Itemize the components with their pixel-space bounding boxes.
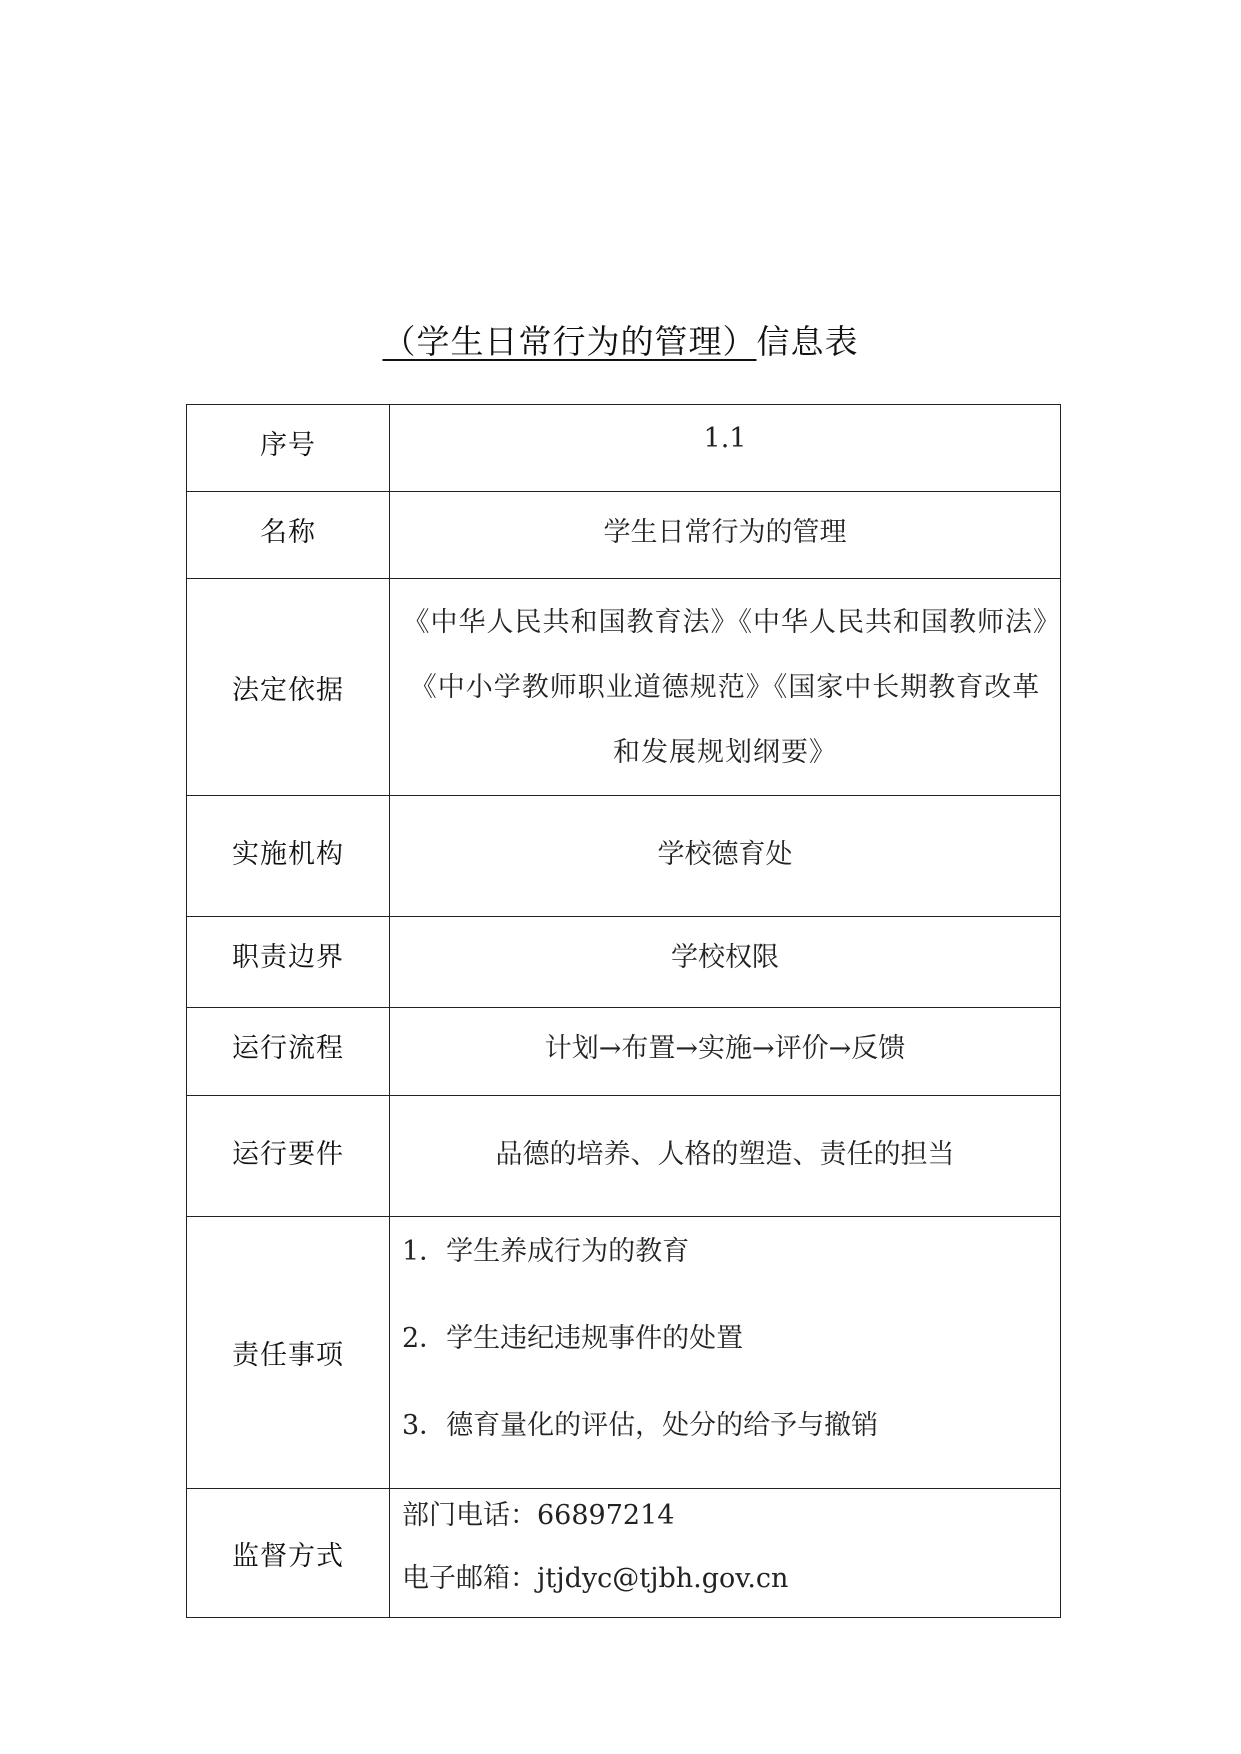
boundary-label: 职责边界 bbox=[187, 917, 390, 1008]
duty-item: 3．德育量化的评估，处分的给予与撤销 bbox=[402, 1410, 879, 1441]
serial-label: 序号 bbox=[187, 405, 390, 492]
boundary-value: 学校权限 bbox=[390, 917, 1061, 1008]
row-boundary bbox=[187, 917, 1061, 1008]
row-legal-basis bbox=[187, 579, 1061, 796]
email-address: jtjdyc@tjbh.gov.cn bbox=[537, 1563, 789, 1594]
legal-basis-label: 法定依据 bbox=[187, 579, 390, 796]
duties-label: 责任事项 bbox=[187, 1217, 390, 1489]
row-supervision bbox=[187, 1489, 1061, 1618]
phone-label: 部门电话： bbox=[402, 1500, 537, 1531]
row-duties bbox=[187, 1217, 1061, 1489]
agency-label: 实施机构 bbox=[187, 796, 390, 917]
row-elements bbox=[187, 1096, 1061, 1217]
supervision-contacts bbox=[390, 1489, 1061, 1618]
row-process bbox=[187, 1008, 1061, 1096]
email-line bbox=[402, 1554, 1060, 1617]
duty-item: 1．学生养成行为的教育 bbox=[402, 1236, 690, 1267]
supervision-label: 监督方式 bbox=[187, 1489, 390, 1618]
name-value: 学生日常行为的管理 bbox=[390, 492, 1061, 579]
duties-list bbox=[390, 1217, 1061, 1489]
duty-item: 2．学生违纪违规事件的处置 bbox=[402, 1323, 744, 1354]
info-table bbox=[186, 404, 1061, 1618]
row-serial bbox=[187, 405, 1061, 492]
document-title bbox=[0, 322, 1241, 362]
row-name bbox=[187, 492, 1061, 579]
agency-value: 学校德育处 bbox=[390, 796, 1061, 917]
elements-label: 运行要件 bbox=[187, 1096, 390, 1217]
phone-line bbox=[402, 1491, 1060, 1554]
row-agency bbox=[187, 796, 1061, 917]
process-label: 运行流程 bbox=[187, 1008, 390, 1096]
process-value: 计划→布置→实施→评价→反馈 bbox=[390, 1008, 1061, 1096]
elements-value: 品德的培养、人格的塑造、责任的担当 bbox=[390, 1096, 1061, 1217]
legal-basis-value: 《中华人民共和国教育法》《中华人民共和国教师法》《中小学教师职业道德规范》《国家中长期教育改革和发展规划纲要》 bbox=[390, 579, 1061, 796]
serial-value: 1.1 bbox=[390, 405, 1061, 492]
email-label: 电子邮箱： bbox=[402, 1563, 537, 1594]
title-main: （学生日常行为的管理） bbox=[382, 322, 757, 361]
name-label: 名称 bbox=[187, 492, 390, 579]
phone-number: 66897214 bbox=[537, 1500, 675, 1531]
title-suffix: 信息表 bbox=[756, 322, 859, 361]
